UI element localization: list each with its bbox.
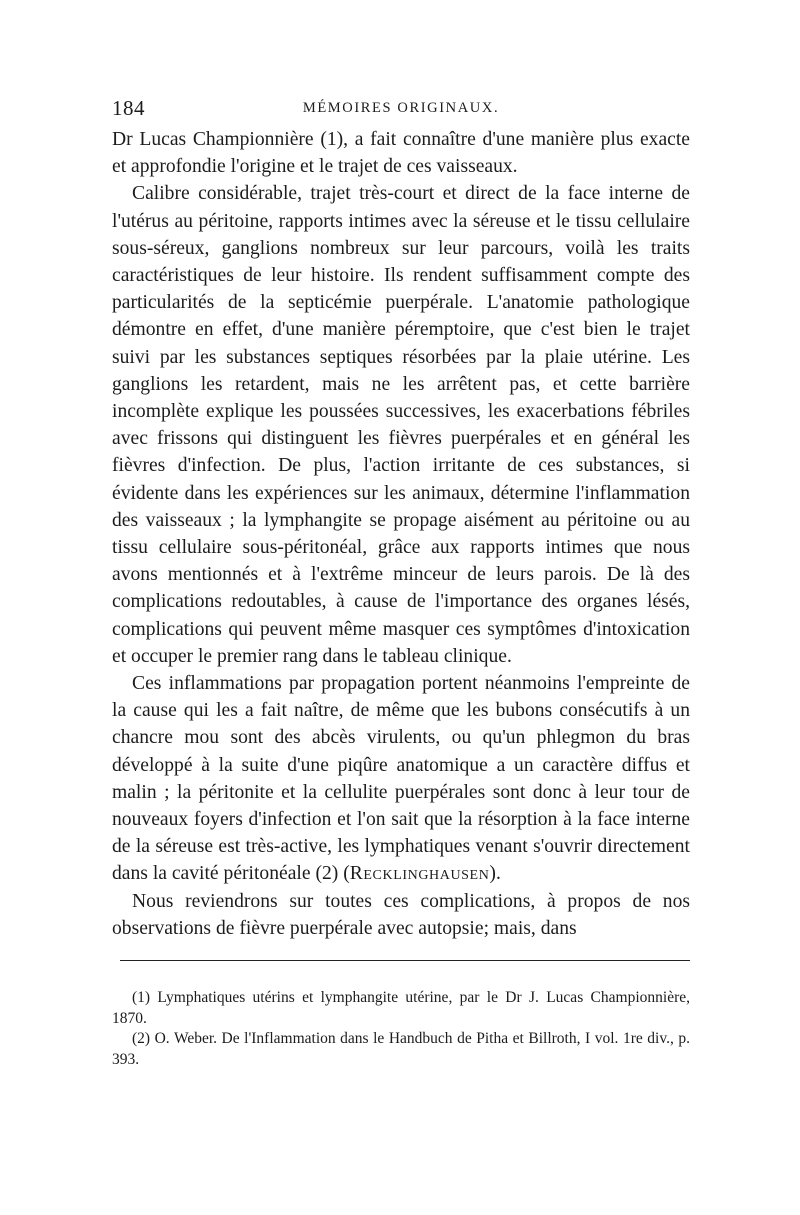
paragraph-2: Calibre considérable, trajet très-court et direct de la face interne de l'utérus au péritoine, rapports intimes avec la séreuse et le tissu cellulaire sous-séreux, ganglions nombreux sur leur parcours, voilà les traits caractéristiques de leur histoire. Ils rendent suffisamment compte des particularités de la septicémie puerpérale. L'anatomie pathologique démontre en effet, d'une manière péremptoire, que c'est bien le trajet suivi par les substances septiques résorbées par la plaie utérine. Les ganglions les retardent, mais ne les arrêtent pas, et cette barrière incomplète explique les poussées successives, les exacerbations fébriles avec frissons qui distinguent les fièvres puerpérales et en général les fièvres d'infection. De plus, l'action irritante de ces substances, si évidente dans les expériences sur les animaux, détermine l'inflammation des vaisseaux ; la lymphangite se propage aisément au péritoine ou au tissu cellulaire sous-péritonéal, grâce aux rapports intimes que nous avons mentionnés et à l'extrême minceur de leurs parois. De là des complications redoutables, à cause de l'importance des organes lésés, complications qui peuvent même masquer ces symptômes d'intoxication et occuper le premier rang dans le tableau clinique. [112, 183, 690, 667]
footnote-1: (1) Lymphatiques utérins et lymphangite utérine, par le Dr J. Lucas Championnière, 1870. [112, 989, 690, 1027]
footnote-rule [120, 960, 690, 961]
body-text [112, 126, 690, 942]
footnote-2: (2) O. Weber. De l'Inflammation dans le Handbuch de Pitha et Billroth, I vol. 1re div., p. 393. [112, 1030, 690, 1068]
page [112, 96, 690, 1070]
citation-name: Recklinghausen [349, 863, 490, 885]
page-number: 184 [112, 96, 145, 120]
paragraph-3-text: Ces inflammations par propagation portent néanmoins l'empreinte de la cause qui les a fait naître, de même que les bubons consécutifs à un chancre mou sont des abcès virulents, ou qu'un phlegmon du bras développé à la suite d'une piqûre anatomique a un caractère diffus et malin ; la péritonite et la cellulite puerpérales sont donc à leur tour de nouveaux foyers d'infection et l'on sait que la résorption à la face interne de la séreuse est très-active, les lymphatiques venant s'ouvrir directement dans la cavité péritonéale (2) ( [112, 673, 690, 885]
paragraph-4: Nous reviendrons sur toutes ces complications, à propos de nos observations de fièvre puerpérale avec autopsie; mais, dans [112, 890, 690, 939]
footnotes [112, 988, 690, 1070]
running-title: MÉMOIRES ORIGINAUX. [302, 100, 500, 116]
running-head [112, 96, 690, 126]
citation-close: ). [489, 863, 501, 885]
paragraph-1: Dr Lucas Championnière (1), a fait connaître d'une manière plus exacte et approfondie l'origine et le trajet de ces vaisseaux. [112, 129, 690, 178]
paragraph-3 [112, 670, 690, 888]
